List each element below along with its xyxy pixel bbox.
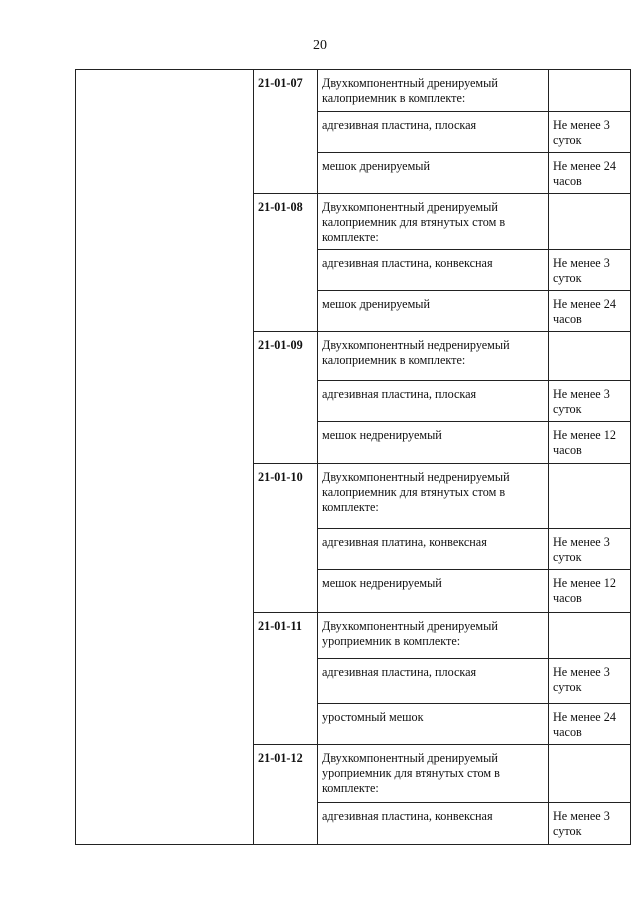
usage-term: Не менее 3 суток: [549, 659, 631, 704]
item-component: адгезивная пластина, конвексная: [318, 803, 549, 845]
item-code: 21-01-10: [254, 464, 318, 613]
usage-term: [549, 70, 631, 112]
item-component: адгезивная пластина, плоская: [318, 112, 549, 153]
item-component: адгезивная пластина, плоская: [318, 381, 549, 422]
item-code: 21-01-08: [254, 194, 318, 332]
product-table-body: [76, 70, 631, 845]
item-code: 21-01-07: [254, 70, 318, 194]
empty-column-cell: [76, 70, 254, 845]
usage-term: Не менее 12 часов: [549, 422, 631, 464]
item-component: мешок недренируемый: [318, 422, 549, 464]
item-title: Двухкомпонентный недренируемый калоприемник для втянутых стом в комплекте:: [318, 464, 549, 529]
usage-term: Не менее 24 часов: [549, 153, 631, 194]
usage-term: Не менее 3 суток: [549, 529, 631, 570]
item-component: уростомный мешок: [318, 704, 549, 745]
item-component: мешок дренируемый: [318, 153, 549, 194]
product-table: [75, 69, 631, 845]
usage-term: Не менее 3 суток: [549, 381, 631, 422]
item-title: Двухкомпонентный дренируемый уроприемник в комплекте:: [318, 613, 549, 659]
page-number: 20: [313, 38, 327, 53]
item-component: адгезивная пластина, плоская: [318, 659, 549, 704]
usage-term: [549, 194, 631, 250]
usage-term: Не менее 24 часов: [549, 704, 631, 745]
item-code: 21-01-09: [254, 332, 318, 464]
usage-term: Не менее 12 часов: [549, 570, 631, 613]
item-title: Двухкомпонентный дренируемый уроприемник для втянутых стом в комплекте:: [318, 745, 549, 803]
item-code: 21-01-11: [254, 613, 318, 745]
usage-term: [549, 464, 631, 529]
item-component: мешок недренируемый: [318, 570, 549, 613]
item-title: Двухкомпонентный дренируемый калоприемник в комплекте:: [318, 70, 549, 112]
item-title: Двухкомпонентный дренируемый калоприемник для втянутых стом в комплекте:: [318, 194, 549, 250]
item-code: 21-01-12: [254, 745, 318, 845]
item-component: мешок дренируемый: [318, 291, 549, 332]
usage-term: [549, 745, 631, 803]
usage-term: Не менее 3 суток: [549, 803, 631, 845]
item-title: Двухкомпонентный недренируемый калоприемник в комплекте:: [318, 332, 549, 381]
usage-term: Не менее 3 суток: [549, 112, 631, 153]
usage-term: [549, 613, 631, 659]
item-component: адгезивная пластина, конвексная: [318, 250, 549, 291]
item-component: адгезивная платина, конвексная: [318, 529, 549, 570]
usage-term: Не менее 3 суток: [549, 250, 631, 291]
table-row: [76, 70, 631, 112]
usage-term: Не менее 24 часов: [549, 291, 631, 332]
usage-term: [549, 332, 631, 381]
